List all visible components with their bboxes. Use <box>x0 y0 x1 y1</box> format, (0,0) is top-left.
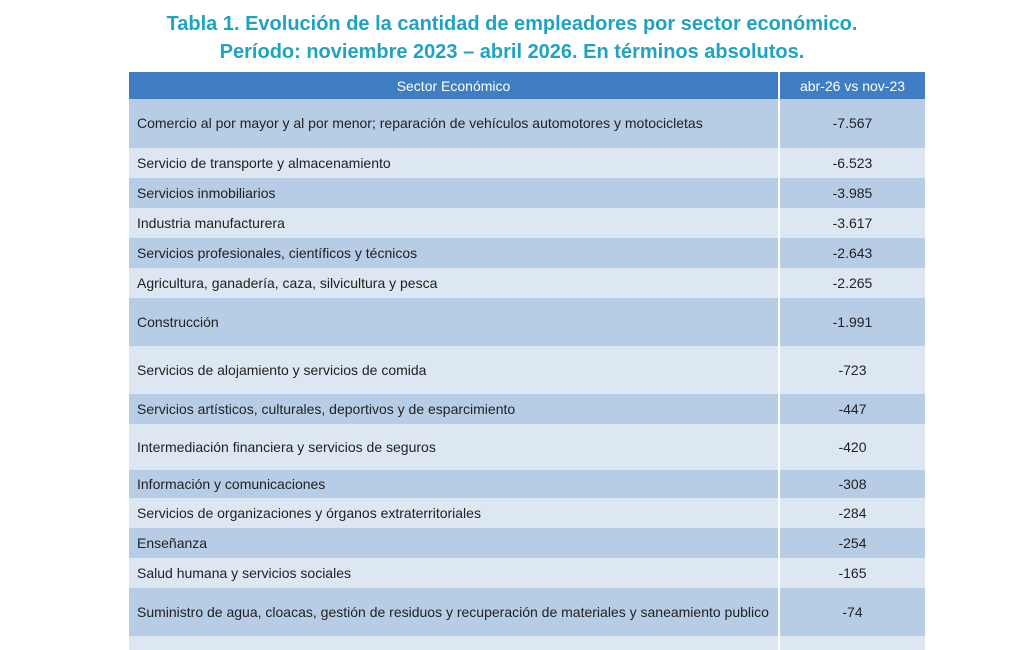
header-change: abr-26 vs nov-23 <box>779 72 925 99</box>
sector-cell: Enseñanza <box>129 528 779 558</box>
table-row <box>129 424 925 470</box>
table-row <box>129 178 925 208</box>
table-row <box>129 528 925 558</box>
value-cell: -2.643 <box>779 238 925 268</box>
sector-cell: Agricultura, ganadería, caza, silvicultura y pesca <box>129 268 779 298</box>
value-cell: -447 <box>779 394 925 424</box>
value-cell: -2.265 <box>779 268 925 298</box>
value-cell: -3.617 <box>779 208 925 238</box>
value-cell: -165 <box>779 558 925 588</box>
sector-cell: Industria manufacturera <box>129 208 779 238</box>
sector-cell: Servicios inmobiliarios <box>129 178 779 208</box>
table-title-line-2: Período: noviembre 2023 – abril 2026. En términos absolutos. <box>219 41 805 63</box>
table-row <box>129 588 925 636</box>
table-row <box>129 498 925 528</box>
value-cell: -254 <box>779 528 925 558</box>
table-row <box>129 148 925 178</box>
value-cell: -723 <box>779 346 925 394</box>
sector-cell: Intermediación financiera y servicios de seguros <box>129 424 779 470</box>
table-row <box>129 470 925 498</box>
value-cell: -3.985 <box>779 178 925 208</box>
header-sector: Sector Económico <box>129 72 779 99</box>
sector-cell: Servicios de organizaciones y órganos extraterritoriales <box>129 498 779 528</box>
sector-cell: Servicios profesionales, científicos y técnicos <box>129 238 779 268</box>
table-header-row <box>129 72 925 99</box>
table-row <box>129 298 925 346</box>
sector-cell: Salud humana y servicios sociales <box>129 558 779 588</box>
table-row <box>129 346 925 394</box>
sector-cell: Suministro de agua, cloacas, gestión de residuos y recuperación de materiales y saneamiento publico <box>129 588 779 636</box>
employers-by-sector-table <box>129 72 925 650</box>
value-cell: -74 <box>779 588 925 636</box>
sector-cell: Comercio al por mayor y al por menor; reparación de vehículos automotores y motocicletas <box>129 99 779 148</box>
value-cell: -1.991 <box>779 298 925 346</box>
sector-cell: Servicios de alojamiento y servicios de comida <box>129 346 779 394</box>
sector-cell: Información y comunicaciones <box>129 470 779 498</box>
value-cell: -420 <box>779 424 925 470</box>
table-row <box>129 558 925 588</box>
value-cell: -7.567 <box>779 99 925 148</box>
table-row <box>129 208 925 238</box>
value-cell: -284 <box>779 498 925 528</box>
table-row <box>129 394 925 424</box>
sector-cell: Construcción <box>129 298 779 346</box>
sector-cell: Servicio de transporte y almacenamiento <box>129 148 779 178</box>
table-row <box>129 268 925 298</box>
value-cell: -308 <box>779 470 925 498</box>
table-title-line-1: Tabla 1. Evolución de la cantidad de empleadores por sector económico. <box>166 13 858 35</box>
table-row <box>129 238 925 268</box>
table-row <box>129 99 925 148</box>
sector-cell: Servicios artísticos, culturales, deportivos y de esparcimiento <box>129 394 779 424</box>
value-cell: -6.523 <box>779 148 925 178</box>
